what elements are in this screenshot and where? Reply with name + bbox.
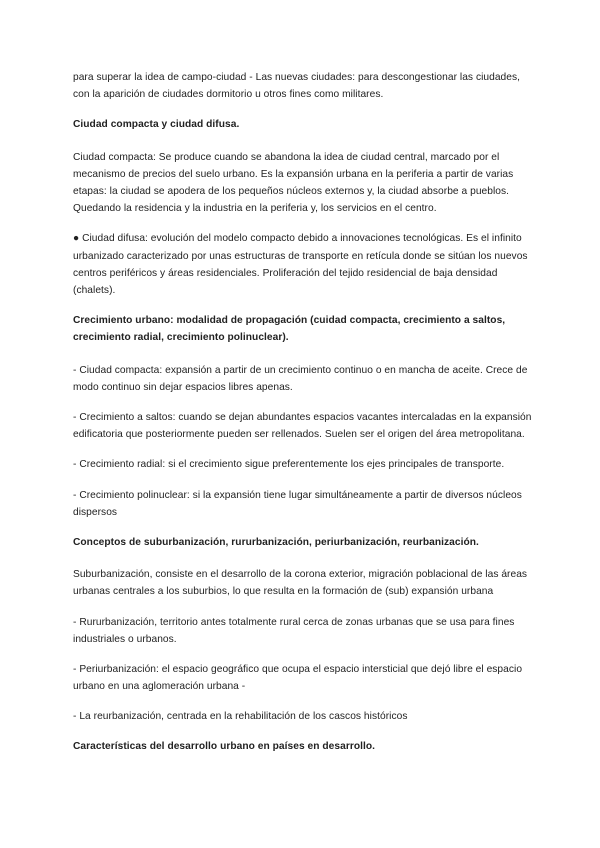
paragraph-rururbanizacion: - Rururbanización, territorio antes totalmente rural cerca de zonas urbanas que se usa para fines industriales o urbanos. [73, 616, 515, 645]
paragraph-crecimiento-polinuclear: - Crecimiento polinuclear: si la expansión tiene lugar simultáneamente a partir de diversos núcleos dispersos [73, 489, 522, 518]
heading-crecimiento-urbano: Crecimiento urbano: modalidad de propagación (cuidad compacta, crecimiento a saltos, crecimiento radial, crecimiento polinuclear). [73, 315, 506, 344]
paragraph-ciudad-difusa: ● Ciudad difusa: evolución del modelo compacto debido a innovaciones tecnológicas. Es el infinito urbanizado caracterizado por unas estructuras de transporte en retícula donde se sitúan los nuevos centros periféricos y áreas residenciales. Proliferación del tejido residencial de baja densidad (chalets). [73, 233, 528, 297]
heading-caracteristicas: Características del desarrollo urbano en países en desarrollo. [73, 740, 376, 752]
paragraph-compacta-expansion: - Ciudad compacta: expansión a partir de un crecimiento continuo o en mancha de aceite. Crece de modo continuo sin dejar espacios libres apenas. [73, 364, 528, 393]
paragraph-reurbanizacion: - La reurbanización, centrada en la rehabilitación de los cascos históricos [73, 711, 408, 723]
paragraph-ciudades-nuevas: para superar la idea de campo-ciudad - Las nuevas ciudades: para descongestionar las ciudades, con la aparición de ciudades dormitorio u otros fines como militares. [73, 72, 520, 101]
paragraph-suburbanizacion: Suburbanización, consiste en el desarrollo de la corona exterior, migración poblacional de las áreas urbanas centrales a los suburbios, lo que resulta en la formación de (sub) expansión urbana [73, 569, 528, 598]
paragraph-crecimiento-saltos: - Crecimiento a saltos: cuando se dejan abundantes espacios vacantes intercaladas en la expansión edificatoria que posteriormente pueden ser rellenados. Suelen ser el origen del área metropolitana. [73, 412, 532, 441]
paragraph-ciudad-compacta: Ciudad compacta: Se produce cuando se abandona la idea de ciudad central, marcado por el mecanismo de precios del suelo urbano. Es la expansión urbana en la periferia a partir de varias etapas: la ciudad se apodera de los pequeños núcleos externos y, la ciudad absorbe a pueblos. Quedando la residencia y la industria en la periferia y, los servicios en el centro. [73, 151, 514, 215]
document-body [73, 69, 533, 770]
heading-conceptos: Conceptos de suburbanización, rururbanización, periurbanización, reurbanización. [73, 537, 479, 549]
heading-ciudad-compacta-difusa: Ciudad compacta y ciudad difusa. [73, 119, 240, 131]
paragraph-crecimiento-radial: - Crecimiento radial: si el crecimiento sigue preferentemente los ejes principales de transporte. [73, 459, 505, 471]
paragraph-periurbanizacion: - Periurbanización: el espacio geográfico que ocupa el espacio intersticial que dejó libre el espacio urbano en una aglomeración urbana - [73, 664, 523, 693]
